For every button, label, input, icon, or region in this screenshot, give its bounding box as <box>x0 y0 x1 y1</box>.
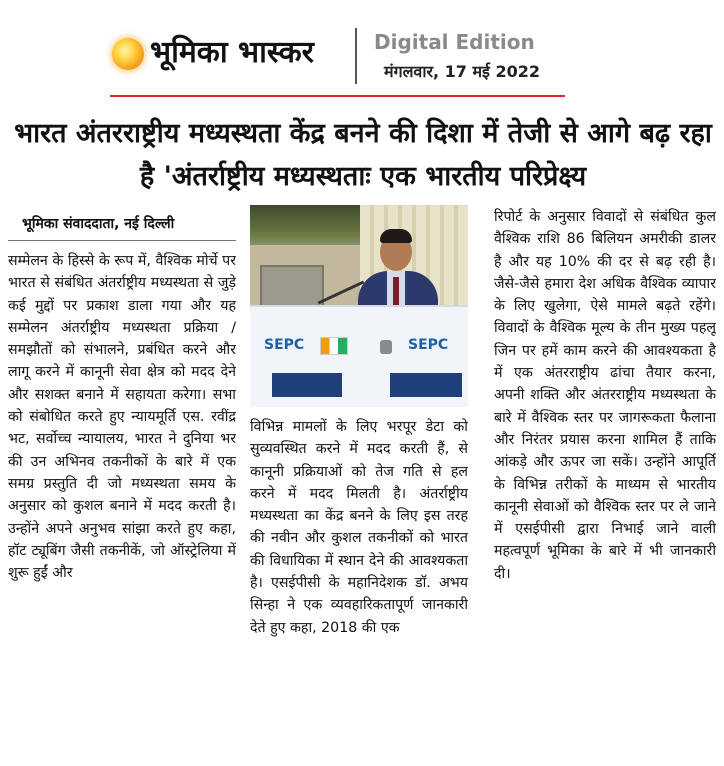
brand-name: भूमिका भास्कर <box>150 35 314 70</box>
article-headline: भारत अंतरराष्ट्रीय मध्यस्थता केंद्र बनने की दिशा में तेजी से आगे बढ़ रहा है 'अंतर्राष्ट्रीय मध्यस्थताः एक भारतीय परिप्रेक्ष्य <box>14 118 712 192</box>
article-column-3: रिपोर्ट के अनुसार विवादों से संबंधित कुल वैश्विक राशि 86 बिलियन अमरीकी डालर है और यह 10% की दर से बढ़ रही है। जैसे-जैसे हमारा देश अधिक वैश्विक व्यापार के लिए खुलेगा, ऐसे मामले बढ़ते रहेंगे। विवादों के वैश्विक मूल्य के तीन मुख्य पहलू जिन पर हमें काम करने की आवश्यकता है में एक अंतरराष्ट्रीय ढांचा तैयार करना, अपनी शक्ति और अंतरराष्ट्रीय मध्यस्थता के बारे में वैश्विक स्तर पर जागरूकता फैलाना और निरंतर प्रयास करना शामिल हैं ताकि आंकड़े और ऊपर जा सकें। उन्होंने आपूर्ति के विभिन्न तरीकों के माध्यम से भारतीय कानूनी सेवाओं को वैश्विक स्तर पर ले जाने में एसईपीसी द्वारा निभाई जाने वाली महत्वपूर्ण भूमिका के बारे में भी जानकारी दी। <box>494 209 716 582</box>
masthead-divider <box>355 28 357 84</box>
edition-label: Digital Edition <box>374 30 535 54</box>
edition-date: मंगलवार, 17 मई 2022 <box>384 62 541 81</box>
masthead <box>0 0 724 100</box>
podium-banner-left <box>272 373 342 397</box>
logo-sun-icon <box>112 38 144 70</box>
emblem-icon <box>380 340 392 354</box>
podium-logo-right: SEPC <box>408 337 449 353</box>
speaker-at-podium-photo <box>250 205 468 407</box>
byline-divider <box>8 240 236 241</box>
masthead-rule <box>110 95 565 97</box>
article-column-2: विभिन्न मामलों के लिए भरपूर डेटा को सुव्यवस्थित करने में मदद करती हैं, से कानूनी प्रक्रियाओं को तेज गति से हल करने में मदद मिलती है। अंतर्राष्ट्रीय मध्यस्थता का केंद्र बनने के लिए इस तरह की नवीन और कुशल तकनीकों को भारत की विधायिका में स्थान देने की आवश्यकता है। एसईपीसी के महानिदेशक डॉ. अभय सिन्हा ने एक व्यवहारिकतापूर्ण जानकारी देते हुए कहा, 2018 की एक <box>250 419 468 636</box>
podium-banner-right <box>390 373 462 397</box>
podium-logo-left: SEPC <box>264 337 305 353</box>
speaker-hair <box>380 229 412 243</box>
article-byline: भूमिका संवाददाता, नई दिल्ली <box>22 216 175 232</box>
event-logo-icon <box>320 337 348 355</box>
article-column-1: सम्मेलन के हिस्से के रूप में, वैश्विक मोर्चे पर भारत से संबंधित अंतर्राष्ट्रीय मध्यस्थता से जुड़े कई मुद्दों पर प्रकाश डाला गया और यह सम्मेलन अंतर्राष्ट्रीय मध्यस्थता प्रक्रिया / समझौतों को संभालने, प्रबंधित करने और लागू करने में कानूनी सेवा क्षेत्र को मदद देने और सशक्त बनाने में सहायता करेगा। सभा को संबोधित करते हुए न्यायमूर्ति एस. रवींद्र भट, सर्वोच्च न्यायालय, भारत ने दुनिया भर की उन अभिनव तकनीकों के बारे में एक समग्र प्रस्तुति दी जो मध्यस्थता समय के अनुसार को कुशल बनाने में मदद करती है। उन्होंने अपने अनुभव सांझा करते हुए कहा, हॉट ट्यूबिंग जैसी तकनीकें, जो ऑस्ट्रेलिया में शुरू हुईं और <box>8 253 236 582</box>
speaker-tie <box>393 277 399 307</box>
